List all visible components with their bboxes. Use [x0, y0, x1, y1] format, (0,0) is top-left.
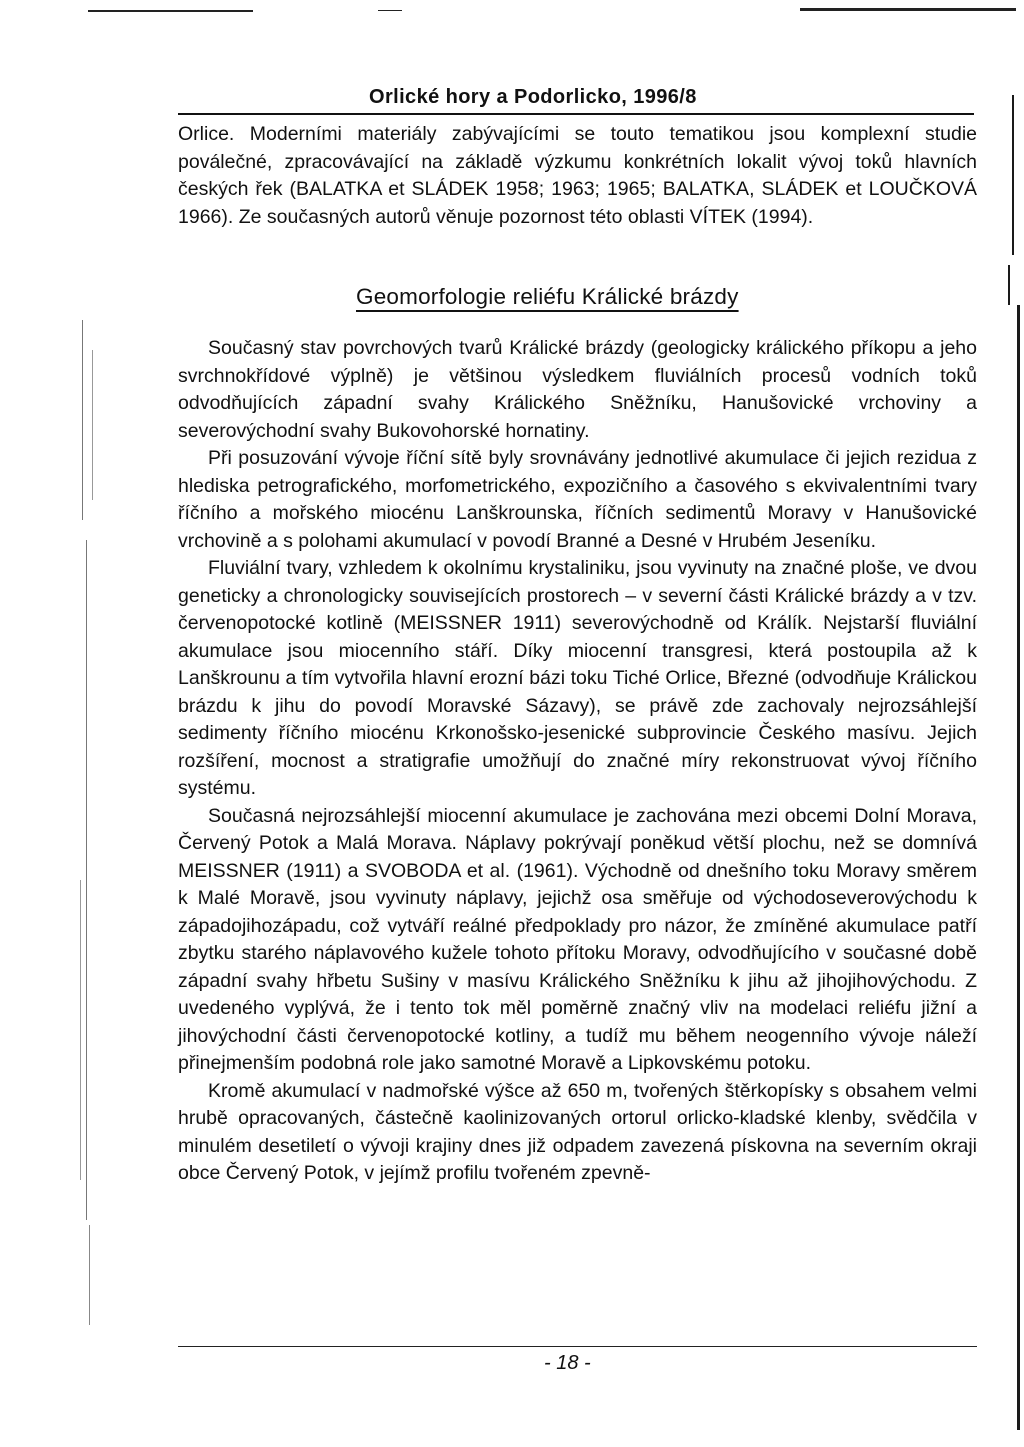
- section-title: Geomorfologie reliéfu Králické brázdy: [356, 284, 739, 309]
- scan-edge-line: [89, 1225, 90, 1325]
- body-paragraph: Při posuzování vývoje říční sítě byly srovnávány jednotlivé akumulace či jejich rezidua z hlediska petrografického, morfometrického, expozičního a časového s ekvivalentními tvary říčního a mořského miocénu Lanškrounska, říčních sedimentů Moravy v Hanušovické vrchovině a s polohami akumulací v povodí Branné a Desné v Hrubém Jeseníku.: [178, 447, 977, 552]
- intro-paragraph: Orlice. Moderními materiály zabývajícími se touto tematikou jsou komplexní studie poválečné, zpracovávající na základě výzkumu konkrétních lokalit vývoj toků hlavních českých řek (BALATKA et SLÁDEK 1958; 1963; 1965; BALATKA, SLÁDEK et LOUČKOVÁ 1966). Ze současných autorů věnuje pozornost této oblasti VÍTEK (1994).: [178, 123, 977, 228]
- scan-edge-line: [1012, 95, 1014, 255]
- body-paragraph: Kromě akumulací v nadmořské výšce až 650 m, tvořených štěrkopísky s obsahem velmi hrubě opracovaných, částečně kaolinizovaných ortorul orlicko-kladské klenby, svědčila v minulém desetiletí o vývoji krajiny dnes již odpadem zavezená pískovna na severním okraji obce Červený Potok, v jejímž profilu tvořeném zpevně-: [178, 1079, 977, 1184]
- scan-edge-line: [82, 320, 83, 520]
- top-decorative-rule: [800, 8, 1016, 11]
- section-body: [178, 335, 977, 1188]
- body-paragraph: Fluviální tvary, vzhledem k okolnímu krystaliniku, jsou vyvinuty na značné ploše, ve dvou geneticky a chronologicky souvisejících prostorech – v severní části Králické brázdy a v tzv. červenopotocké kotlině (MEISSNER 1911) severovýchodně od Králík. Nejstarší fluviální akumulace jsou miocenního stáří. Díky miocenní transgresi, která postoupila až k Lanškrounu a tím vytvořila hlavní erozní bázi toku Tiché Orlice, Březné (odvodňuje Králickou brázdu k jihu do povodí Moravské Sázavy), se právě zde zachovaly nejrozsáhlejší sedimenty říčního miocénu Krkonošsko-jesenické subprovincie Českého masívu. Jejich rozšíření, mocnost a stratigrafie umožňují do značné míry rekonstruovat vývoj říčního systému.: [178, 557, 977, 799]
- scan-edge-line: [1008, 265, 1010, 305]
- scan-edge-line: [92, 350, 93, 500]
- intro-text-block: [178, 121, 977, 231]
- scan-edge-line: [86, 540, 87, 1220]
- scan-edge-line: [80, 880, 81, 1180]
- running-header: Orlické hory a Podorlicko, 1996/8: [369, 86, 697, 108]
- body-paragraph: Současná nejrozsáhlejší miocenní akumulace je zachována mezi obcemi Dolní Morava, Červený Potok a Malá Morava. Náplavy pokrývají poněkud větší plochu, než se domnívá MEISSNER (1911) a SVOBODA et al. (1961). Východně od dnešního toku Moravy směrem k Malé Moravě, jsou vyvinuty náplavy, jejichž osa směřuje od východoseverovýchodu k západojihozápadu, což vytváří reálné předpoklady pro názor, že zmíněné akumulace patří zbytku starého náplavového kužele tohoto přítoku Moravy, odvodňujícího v současné době západní svahy hřbetu Sušiny v masívu Králického Sněžníku k jihu až jihojihovýchodu. Z uvedeného vyplývá, že i tento tok měl poměrně značný vliv na modelaci reliéfu jižní a jihovýchodní části červenopotocké kotliny, a tudíž mu během neogenního vývoje náleží přinejmenším podobná role jako samotné Moravě a Lipkovskému potoku.: [178, 804, 977, 1074]
- header-rule: [178, 113, 974, 115]
- top-decorative-rule: [378, 10, 402, 11]
- scan-edge-line: [1017, 305, 1020, 1430]
- body-paragraph: Současný stav povrchových tvarů Králické brázdy (geologicky králického příkopu a jeho svrchnokřídové výplně) je většinou výsledkem fluviálních procesů vodních toků odvodňujících západní svahy Králického Sněžníku, Hanušovické vrchoviny a severovýchodní svahy Bukovohorské hornatiny.: [178, 337, 977, 442]
- top-decorative-rule: [88, 10, 253, 12]
- footer-rule: [178, 1346, 977, 1347]
- page-number: - 18 -: [544, 1352, 591, 1374]
